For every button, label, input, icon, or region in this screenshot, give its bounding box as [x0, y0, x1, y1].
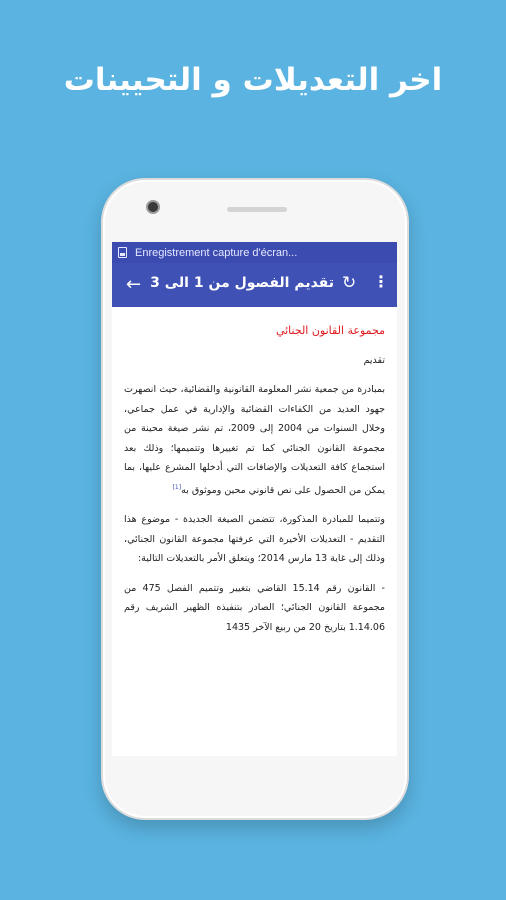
app-toolbar [112, 263, 397, 307]
status-notification-text: Enregistrement capture d'écran... [135, 246, 298, 259]
article-content [112, 307, 397, 637]
article-subheading: تقديم [363, 354, 385, 366]
screen-record-icon [118, 247, 127, 258]
arrow-back-icon[interactable]: ← [126, 274, 142, 295]
phone-screen [112, 242, 397, 756]
article-paragraph [124, 380, 385, 500]
front-camera [146, 200, 160, 214]
toolbar-title: تقديم الفصول من 1 الى 3 [150, 275, 334, 291]
earpiece-speaker [227, 207, 287, 212]
refresh-icon[interactable]: ↻ [342, 273, 357, 293]
more-vert-icon[interactable]: ⋮ [373, 272, 389, 291]
article-paragraph: - القانون رقم 15.14 القاضي بتغيير وتتميم الفصل 475 من مجموعة القانون الجنائي؛ الصادر بتنفيذه الظهير الشريف رقم 1.14.06 بتاريخ 20 من ربيع الآخر 1435 [124, 582, 385, 633]
paragraph-text: بمبادرة من جمعية نشر المعلومة القانونية والقضائية، حيث انصهرت جهود العديد من الكفاءات القضائية والإدارية في عمل جماعي، وخلال السنوات من 2004 إلى 2009، تم نشر صيغة محينة من مجموعة القانون الجنائي كما تم تغييرها وتتميمها؛ وذلك بعد استجماع كافة التعديلات والإضافات التي أدخلها المشرع عليها، بما يمكن من الحصول على نص قانوني محين وموثوق به [124, 384, 385, 496]
article-heading: مجموعة القانون الجنائي [275, 324, 385, 337]
article-paragraph: وتتميما للمبادرة المذكورة، تتضمن الصيغة الجديدة - موضوع هذا التقديم - التعديلات الأخيرة التي عرفتها مجموعة القانون الجنائي، وذلك إلى غاية 13 مارس 2014؛ ويتعلق الأمر بالتعديلات التالية: [124, 514, 385, 565]
promo-headline: اخر التعديلات و التحيينات [63, 62, 443, 98]
status-bar [112, 242, 397, 263]
footnote-link[interactable]: [1] [172, 483, 182, 491]
phone-frame [101, 178, 409, 820]
